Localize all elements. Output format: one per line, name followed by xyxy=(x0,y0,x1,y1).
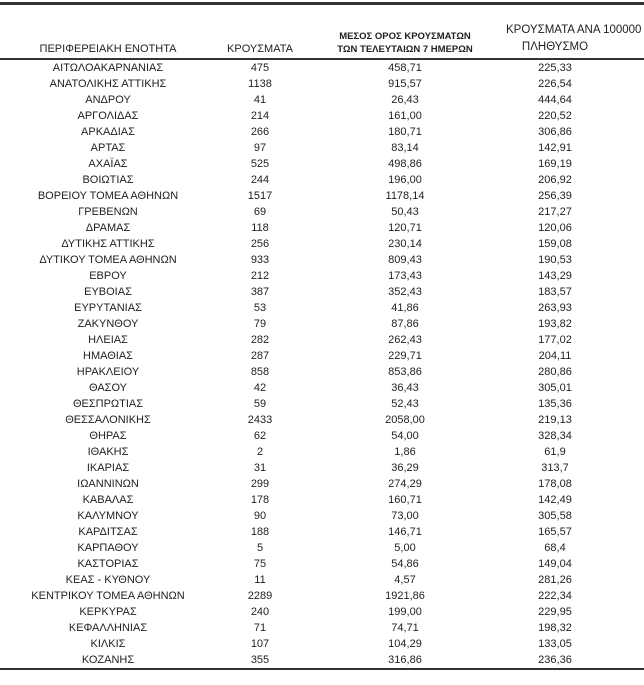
avg7-cell: 83,14 xyxy=(391,142,419,154)
header-per100k-line1: ΚΡΟΥΣΜΑΤΑ ΑΝΑ 100000 xyxy=(506,24,642,36)
region-cell: ΚΑΒΑΛΑΣ xyxy=(82,494,134,506)
per100k-cell: 133,05 xyxy=(538,638,572,650)
avg7-cell: 1,86 xyxy=(394,446,416,458)
per100k-cell: 281,26 xyxy=(538,574,572,586)
table-row xyxy=(0,332,644,348)
avg7-cell: 87,86 xyxy=(391,318,419,330)
cases-cell: 118 xyxy=(251,222,269,234)
header-region-label: ΠΕΡΙΦΕΡΕΙΑΚΗ ΕΝΟΤΗΤΑ xyxy=(39,43,177,55)
avg7-cell: 180,71 xyxy=(388,126,422,138)
table-header-row xyxy=(0,5,644,58)
cases-cell: 71 xyxy=(253,622,267,634)
region-cell: ΒΟΡΕΙΟΥ ΤΟΜΕΑ ΑΘΗΝΩΝ xyxy=(37,190,179,202)
avg7-cell: 262,43 xyxy=(388,334,422,346)
region-cell: ΓΡΕΒΕΝΩΝ xyxy=(78,206,138,218)
avg7-cell: 74,71 xyxy=(391,622,419,634)
per100k-cell: 149,04 xyxy=(538,558,572,570)
per100k-cell: 204,11 xyxy=(538,350,572,362)
avg7-cell: 26,43 xyxy=(391,94,419,106)
per100k-cell: 142,91 xyxy=(538,142,572,154)
table-body xyxy=(0,60,644,668)
region-cell: ΘΕΣΠΡΩΤΙΑΣ xyxy=(72,398,144,410)
region-cell: ΙΘΑΚΗΣ xyxy=(87,446,129,458)
cases-cell: 240 xyxy=(250,606,270,618)
cases-cell: 266 xyxy=(250,126,270,138)
cases-cell: 355 xyxy=(250,654,270,666)
table-row xyxy=(0,588,644,604)
avg7-cell: 4,57 xyxy=(394,574,416,586)
region-cell: ΗΜΑΘΙΑΣ xyxy=(83,350,133,362)
table-row xyxy=(0,508,644,524)
avg7-cell: 1921,86 xyxy=(385,590,425,602)
table-row xyxy=(0,604,644,620)
header-cases xyxy=(216,42,304,56)
table-row xyxy=(0,636,644,652)
table-row xyxy=(0,380,644,396)
per100k-cell: 183,57 xyxy=(538,286,572,298)
header-avg7-line2: ΤΩΝ ΤΕΛΕΥΤΑΙΩΝ 7 ΗΜΕΡΩΝ xyxy=(337,44,473,55)
avg7-cell: 229,71 xyxy=(388,350,422,362)
avg7-cell: 160,71 xyxy=(388,494,422,506)
cases-cell: 858 xyxy=(250,366,270,378)
per100k-cell: 226,54 xyxy=(538,78,572,90)
header-region xyxy=(0,42,216,56)
table-row xyxy=(0,236,644,252)
avg7-cell: 2058,00 xyxy=(385,414,425,426)
table-row xyxy=(0,108,644,124)
per100k-cell: 313,7 xyxy=(541,462,569,474)
avg7-cell: 41,86 xyxy=(391,302,419,314)
cases-cell: 2 xyxy=(256,446,264,458)
per100k-cell: 159,08 xyxy=(538,238,572,250)
table-row xyxy=(0,652,644,668)
region-cell: ΗΡΑΚΛΕΙΟΥ xyxy=(76,366,140,378)
table-row xyxy=(0,364,644,380)
table-row xyxy=(0,300,644,316)
cases-cell: 1517 xyxy=(247,190,273,202)
header-avg7 xyxy=(304,30,506,56)
region-cell: ΚΕΝΤΡΙΚΟΥ ΤΟΜΕΑ ΑΘΗΝΩΝ xyxy=(31,590,185,602)
avg7-cell: 52,43 xyxy=(391,398,419,410)
avg7-cell: 352,43 xyxy=(388,286,422,298)
avg7-cell: 199,00 xyxy=(388,606,422,618)
table-row xyxy=(0,76,644,92)
region-cell: ΔΥΤΙΚΟΥ ΤΟΜΕΑ ΑΘΗΝΩΝ xyxy=(39,254,177,266)
region-cell: ΚΟΖΑΝΗΣ xyxy=(81,654,135,666)
per100k-cell: 306,86 xyxy=(538,126,572,138)
cases-cell: 287 xyxy=(250,350,270,362)
region-cell: ΑΡΚΑΔΙΑΣ xyxy=(81,126,135,138)
avg7-cell: 120,71 xyxy=(388,222,422,234)
region-cell: ΙΩΑΝΝΙΝΩΝ xyxy=(77,478,139,490)
cases-cell: 282 xyxy=(250,334,270,346)
cases-cell: 5 xyxy=(256,542,264,554)
per100k-cell: 236,36 xyxy=(538,654,572,666)
avg7-cell: 54,86 xyxy=(391,558,419,570)
per100k-cell: 135,36 xyxy=(538,398,572,410)
cases-cell: 212 xyxy=(250,270,270,282)
table-row xyxy=(0,524,644,540)
table-row xyxy=(0,348,644,364)
cases-cell: 387 xyxy=(250,286,270,298)
per100k-cell: 222,34 xyxy=(538,590,572,602)
region-cell: ΑΝΔΡΟΥ xyxy=(85,94,131,106)
region-cell: ΕΥΒΟΙΑΣ xyxy=(84,286,132,298)
cases-cell: 42 xyxy=(253,382,267,394)
region-cell: ΑΡΓΟΛΙΔΑΣ xyxy=(77,110,139,122)
avg7-cell: 54,00 xyxy=(391,430,419,442)
per100k-cell: 142,49 xyxy=(538,494,572,506)
table-row xyxy=(0,412,644,428)
table-bottom-border xyxy=(0,668,644,670)
region-cell: ΑΡΤΑΣ xyxy=(90,142,126,154)
cases-cell: 90 xyxy=(253,510,267,522)
avg7-cell: 173,43 xyxy=(388,270,422,282)
per100k-cell: 190,53 xyxy=(538,254,572,266)
table-row xyxy=(0,492,644,508)
cases-cell: 188 xyxy=(250,526,270,538)
region-cell: ΒΟΙΩΤΙΑΣ xyxy=(82,174,134,186)
cases-cell: 97 xyxy=(253,142,267,154)
per100k-cell: 68,4 xyxy=(544,542,566,554)
region-cell: ΚΕΑΣ - ΚΥΘΝΟΥ xyxy=(65,574,151,586)
avg7-cell: 146,71 xyxy=(388,526,422,538)
table-row xyxy=(0,316,644,332)
table-row xyxy=(0,620,644,636)
per100k-cell: 220,52 xyxy=(538,110,572,122)
header-cases-label: ΚΡΟΥΣΜΑΤΑ xyxy=(227,43,293,55)
avg7-cell: 36,29 xyxy=(391,462,419,474)
per100k-cell: 178,08 xyxy=(538,478,572,490)
avg7-cell: 161,00 xyxy=(388,110,422,122)
table-row xyxy=(0,556,644,572)
region-cell: ΖΑΚΥΝΘΟΥ xyxy=(77,318,139,330)
per100k-cell: 328,34 xyxy=(538,430,572,442)
region-cell: ΔΡΑΜΑΣ xyxy=(85,222,131,234)
cases-cell: 256 xyxy=(250,238,270,250)
cases-cell: 2433 xyxy=(247,414,273,426)
avg7-cell: 73,00 xyxy=(391,510,419,522)
avg7-cell: 274,29 xyxy=(388,478,422,490)
avg7-cell: 36,43 xyxy=(391,382,419,394)
header-per100k xyxy=(506,22,642,56)
cases-cell: 41 xyxy=(253,94,267,106)
table-row xyxy=(0,60,644,76)
cases-cell: 475 xyxy=(250,62,270,74)
cases-cell: 525 xyxy=(250,158,270,170)
cases-cell: 11 xyxy=(254,574,266,586)
per100k-cell: 198,32 xyxy=(538,622,572,634)
per100k-cell: 177,02 xyxy=(538,334,572,346)
header-avg7-line1: ΜΕΣΟΣ ΟΡΟΣ ΚΡΟΥΣΜΑΤΩΝ xyxy=(339,31,471,42)
per100k-cell: 305,01 xyxy=(538,382,572,394)
table-row xyxy=(0,172,644,188)
region-cell: ΔΥΤΙΚΗΣ ΑΤΤΙΚΗΣ xyxy=(61,238,155,250)
avg7-cell: 316,86 xyxy=(388,654,422,666)
avg7-cell: 1178,14 xyxy=(385,190,425,202)
cases-by-region-table xyxy=(0,2,644,670)
region-cell: ΚΑΣΤΟΡΙΑΣ xyxy=(77,558,139,570)
table-row xyxy=(0,220,644,236)
region-cell: ΘΑΣΟΥ xyxy=(88,382,128,394)
avg7-cell: 196,00 xyxy=(388,174,422,186)
table-row xyxy=(0,252,644,268)
region-cell: ΚΑΡΠΑΘΟΥ xyxy=(77,542,139,554)
cases-cell: 244 xyxy=(250,174,270,186)
table-row xyxy=(0,476,644,492)
table-row xyxy=(0,460,644,476)
per100k-cell: 219,13 xyxy=(538,414,572,426)
per100k-cell: 280,86 xyxy=(538,366,572,378)
region-cell: ΘΗΡΑΣ xyxy=(89,430,127,442)
table-row xyxy=(0,204,644,220)
per100k-cell: 169,19 xyxy=(538,158,572,170)
per100k-cell: 225,33 xyxy=(538,62,572,74)
avg7-cell: 498,86 xyxy=(388,158,422,170)
per100k-cell: 143,29 xyxy=(538,270,572,282)
cases-cell: 2289 xyxy=(247,590,273,602)
table-row xyxy=(0,156,644,172)
cases-cell: 299 xyxy=(250,478,270,490)
region-cell: ΑΝΑΤΟΛΙΚΗΣ ΑΤΤΙΚΗΣ xyxy=(49,78,167,90)
per100k-cell: 165,57 xyxy=(538,526,572,538)
cases-cell: 53 xyxy=(253,302,267,314)
region-cell: ΙΚΑΡΙΑΣ xyxy=(86,462,130,474)
table-row xyxy=(0,444,644,460)
avg7-cell: 853,86 xyxy=(388,366,422,378)
per100k-cell: 263,93 xyxy=(538,302,572,314)
per100k-cell: 206,92 xyxy=(538,174,572,186)
header-per100k-line2: ΠΛΗΘΥΣΜΟ xyxy=(521,41,589,53)
avg7-cell: 50,43 xyxy=(391,206,419,218)
table-row xyxy=(0,140,644,156)
per100k-cell: 193,82 xyxy=(538,318,572,330)
cases-cell: 214 xyxy=(250,110,270,122)
region-cell: ΕΥΡΥΤΑΝΙΑΣ xyxy=(74,302,142,314)
per100k-cell: 444,64 xyxy=(538,94,572,106)
table-row xyxy=(0,188,644,204)
region-cell: ΘΕΣΣΑΛΟΝΙΚΗΣ xyxy=(65,414,151,426)
region-cell: ΚΕΦΑΛΛΗΝΙΑΣ xyxy=(68,622,148,634)
avg7-cell: 104,29 xyxy=(388,638,422,650)
table-row xyxy=(0,396,644,412)
avg7-cell: 5,00 xyxy=(394,542,416,554)
cases-cell: 933 xyxy=(250,254,270,266)
avg7-cell: 230,14 xyxy=(388,238,422,250)
region-cell: ΑΙΤΩΛΟΑΚΑΡΝΑΝΙΑΣ xyxy=(52,62,164,74)
cases-cell: 59 xyxy=(253,398,267,410)
cases-cell: 178 xyxy=(250,494,270,506)
cases-cell: 79 xyxy=(253,318,267,330)
cases-cell: 107 xyxy=(250,638,270,650)
table-row xyxy=(0,124,644,140)
cases-cell: 1138 xyxy=(248,78,272,90)
per100k-cell: 120,06 xyxy=(538,222,572,234)
region-cell: ΚΙΛΚΙΣ xyxy=(90,638,126,650)
per100k-cell: 217,27 xyxy=(538,206,572,218)
region-cell: ΚΕΡΚΥΡΑΣ xyxy=(79,606,137,618)
per100k-cell: 256,39 xyxy=(538,190,572,202)
cases-cell: 69 xyxy=(253,206,267,218)
cases-cell: 75 xyxy=(253,558,267,570)
table-row xyxy=(0,284,644,300)
cases-cell: 31 xyxy=(253,462,267,474)
per100k-cell: 61,9 xyxy=(544,446,566,458)
table-row xyxy=(0,428,644,444)
avg7-cell: 458,71 xyxy=(388,62,422,74)
cases-cell: 62 xyxy=(253,430,267,442)
region-cell: ΚΑΡΔΙΤΣΑΣ xyxy=(78,526,138,538)
per100k-cell: 305,58 xyxy=(538,510,572,522)
avg7-cell: 915,57 xyxy=(388,78,422,90)
avg7-cell: 809,43 xyxy=(388,254,422,266)
region-cell: ΗΛΕΙΑΣ xyxy=(88,334,128,346)
table-row xyxy=(0,92,644,108)
region-cell: ΚΑΛΥΜΝΟΥ xyxy=(77,510,139,522)
region-cell: ΑΧΑΪΑΣ xyxy=(88,158,128,170)
region-cell: ΕΒΡΟΥ xyxy=(89,270,127,282)
per100k-cell: 229,95 xyxy=(538,606,572,618)
table-row xyxy=(0,268,644,284)
table-row xyxy=(0,572,644,588)
table-row xyxy=(0,540,644,556)
